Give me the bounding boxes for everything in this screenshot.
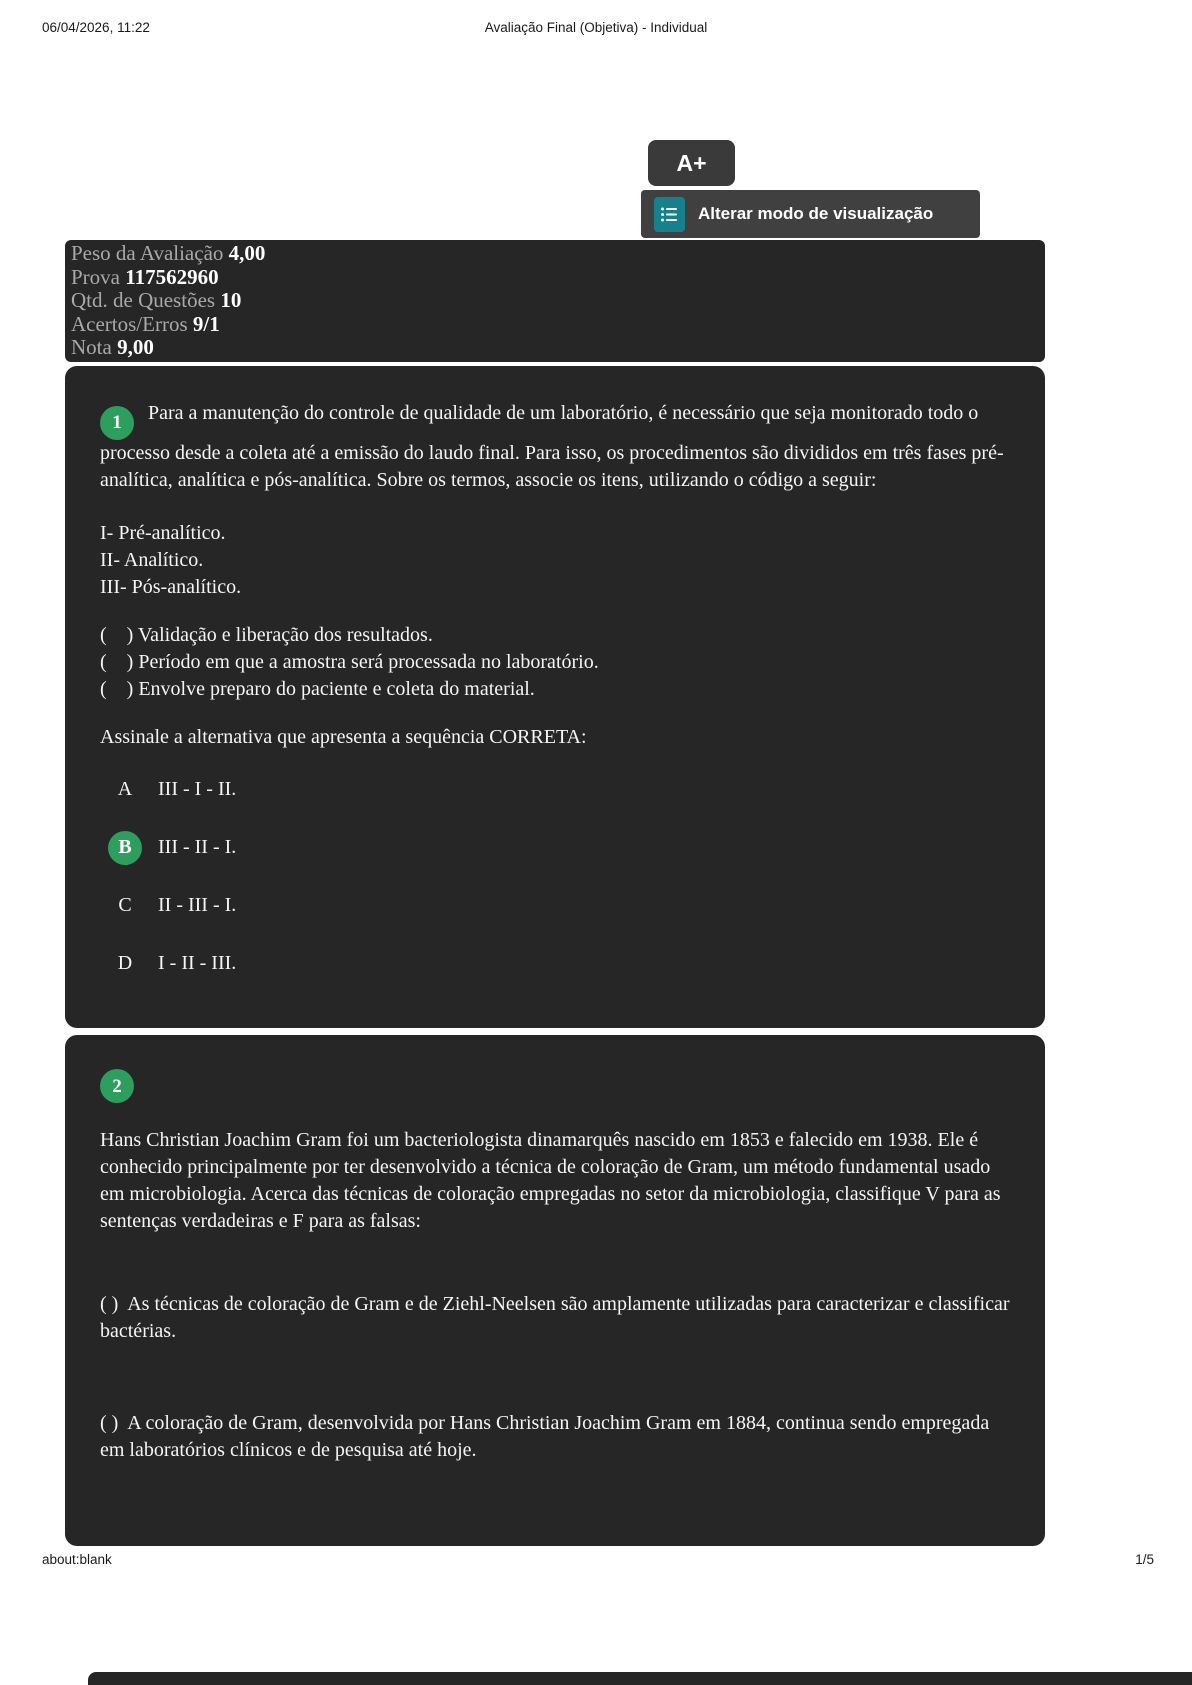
next-page-strip [88, 1672, 1192, 1685]
summary-row-acertos [71, 313, 1039, 337]
question-number-badge: 1 [100, 406, 134, 440]
view-mode-icon [654, 197, 685, 232]
question-number-badge: 2 [100, 1069, 134, 1103]
item-line: III- Pós-analítico. [100, 575, 242, 598]
paren-line: ( ) Validação e liberação dos resultados. [100, 623, 433, 646]
summary-value: 117562960 [125, 264, 219, 289]
view-mode-label: Alterar modo de visualização [698, 204, 934, 223]
question-2-intro: Hans Christian Joachim Gram foi um bacteriologista dinamarquês nascido em 1853 e falecido em 1938. Ele é conhecido principalmente por ter desenvolvido a técnica de coloração de Gram, um método fundamental usado em microbiologia. Acerca das técnicas de coloração empregadas no setor da microbiologia, classifique V para as sentenças verdadeiras e F para as falsas: [100, 1129, 1001, 1232]
item-line: I- Pré-analítico. [100, 521, 226, 544]
summary-row-prova [71, 266, 1039, 290]
summary-label: Prova [71, 264, 120, 289]
question-1-card [65, 366, 1045, 1028]
option-d[interactable] [100, 935, 1011, 993]
summary-value: 10 [220, 288, 242, 313]
question-1-prompt: Assinale a alternativa que apresenta a sequência CORRETA: [100, 725, 587, 748]
footer-url: about:blank [42, 1552, 112, 1567]
question-1-intro-text: Para a manutenção do controle de qualidade de um laboratório, é necessário que seja monitorado todo o processo desde a coleta até a emissão do laudo final. Para isso, os procedimentos são divididos em três fases pré-analítica, analítica e pós-analítica. Sobre os termos, associe os itens, utilizando o código a seguir: [100, 402, 1004, 491]
option-a-letter: A [117, 778, 133, 800]
option-a[interactable] [100, 761, 1011, 819]
font-size-button[interactable]: A+ [648, 140, 735, 186]
statement-line: ( ) A coloração de Gram, desenvolvida por Hans Christian Joachim Gram em 1884, continua sendo empregada em laboratórios clínicos e de pesquisa até hoje. [100, 1412, 995, 1461]
summary-label: Qtd. de Questões [71, 288, 216, 313]
question-1-items [100, 520, 1011, 601]
question-1-intro [100, 400, 1011, 494]
item-line: II- Analítico. [100, 548, 204, 571]
question-2-card [65, 1035, 1045, 1546]
footer-page-number: 1/5 [1135, 1552, 1154, 1567]
option-c-letter: C [118, 894, 132, 916]
summary-label: Nota [71, 335, 112, 360]
summary-label: Acertos/Erros [71, 311, 188, 336]
paren-line: ( ) Período em que a amostra será processada no laboratório. [100, 650, 599, 673]
option-b-text: III - II - I. [158, 836, 237, 858]
option-b-selected[interactable] [100, 819, 1011, 877]
view-mode-button[interactable] [641, 190, 980, 238]
exam-summary [65, 240, 1045, 362]
print-header [0, 20, 1192, 38]
print-title: Avaliação Final (Objetiva) - Individual [484, 20, 708, 35]
print-footer [0, 1552, 1192, 1570]
summary-value: 4,00 [228, 241, 266, 265]
summary-label: Peso da Avaliação [71, 241, 224, 265]
paren-line: ( ) Envolve preparo do paciente e coleta do material. [100, 677, 535, 700]
summary-row-peso [71, 242, 1039, 266]
statement-line: ( ) As técnicas de coloração de Gram e de Ziehl-Neelsen são amplamente utilizadas para caracterizar e classificar bactérias. [100, 1293, 1015, 1342]
summary-row-nota [71, 336, 1039, 360]
option-d-text: I - II - III. [158, 952, 237, 974]
summary-value: 9,00 [117, 335, 154, 360]
summary-row-questoes [71, 289, 1039, 313]
option-d-letter: D [117, 952, 133, 974]
summary-value: 9/1 [192, 311, 220, 336]
option-c-text: II - III - I. [158, 894, 237, 916]
print-datetime: 06/04/2026, 11:22 [42, 20, 150, 35]
question-1-paren-items [100, 622, 1011, 703]
option-b-letter: B [108, 831, 142, 865]
option-c[interactable] [100, 877, 1011, 935]
option-a-text: III - I - II. [158, 778, 237, 800]
